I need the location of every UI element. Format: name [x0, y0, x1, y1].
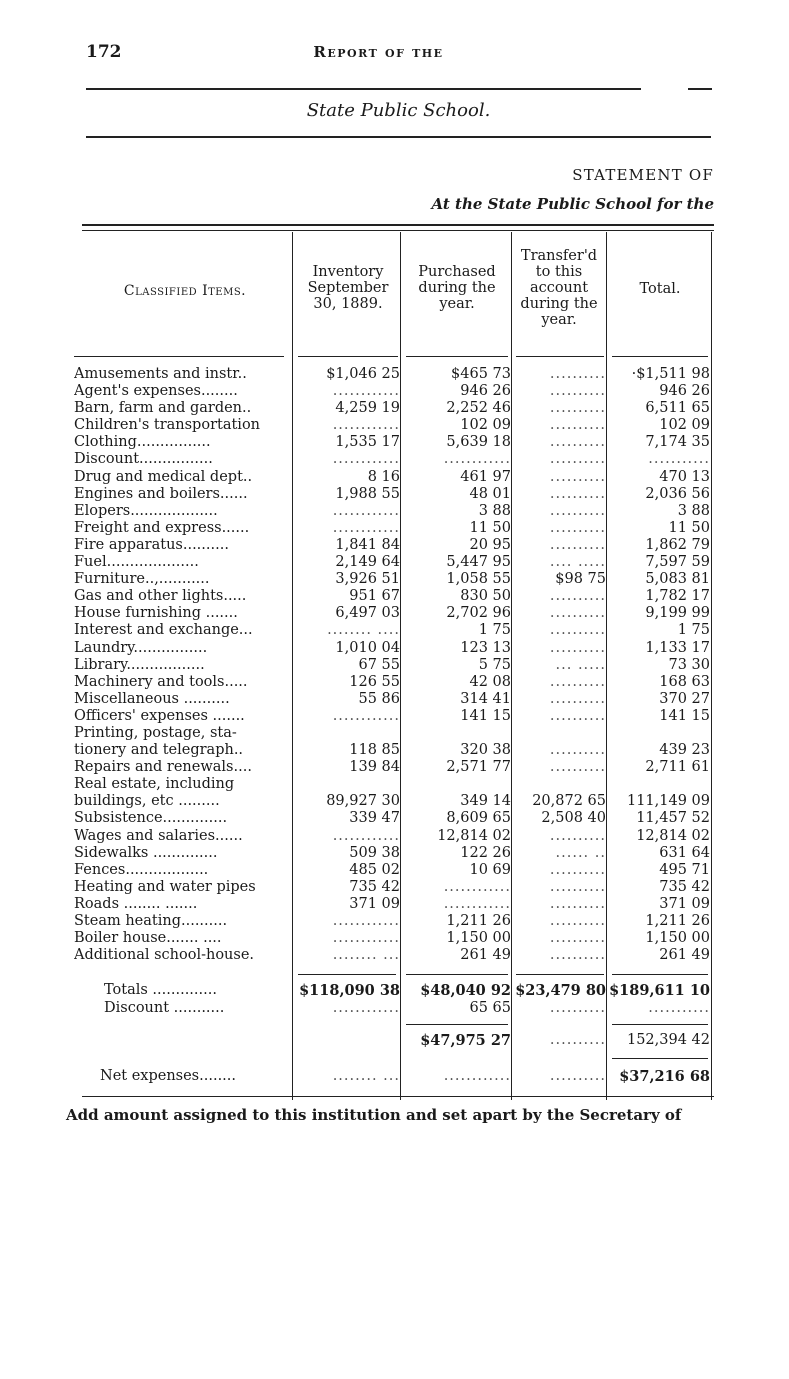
header-underline — [612, 356, 708, 357]
row-total: 1,782 17 — [645, 588, 710, 605]
row-inventory: ........ .... — [327, 622, 400, 639]
totals-label: Totals .............. — [104, 982, 217, 998]
totals-rule — [298, 974, 396, 975]
header-inventory: Inventory September 30, 1889. — [307, 264, 389, 312]
row-transferred: .......... — [549, 451, 606, 468]
row-item-label: Fire apparatus.......... — [74, 536, 229, 553]
header-transferred: Transfer'd to this account during the year. — [520, 248, 598, 328]
table-row — [0, 862, 789, 879]
row-purchased: 141 15 — [460, 707, 511, 724]
row-total: 2,036 56 — [645, 485, 710, 502]
table-row — [0, 520, 789, 537]
row-purchased: $465 73 — [451, 366, 511, 382]
totals-purchased: $48,040 92 — [420, 982, 511, 999]
row-total: 735 42 — [659, 878, 710, 895]
row-transferred: .......... — [549, 947, 606, 964]
row-total: 111,149 09 — [626, 793, 710, 810]
row-item-label: Roads ........ ....... — [74, 895, 198, 912]
subtotal-total: 152,394 42 — [626, 1032, 710, 1048]
row-total: 9,199 99 — [645, 605, 710, 622]
row-item-label: Drug and medical dept.. — [74, 468, 253, 485]
row-item-label: Fuel.................... — [74, 554, 199, 571]
table-row — [0, 725, 789, 742]
header-underline — [298, 356, 398, 357]
row-item-label: Interest and exchange... — [74, 622, 253, 639]
row-inventory: ............ — [332, 451, 400, 468]
table-row — [0, 434, 789, 451]
row-item-label: Heating and water pipes — [74, 878, 256, 895]
table-row — [0, 674, 789, 691]
row-purchased: 320 38 — [460, 742, 511, 759]
row-total: 261 49 — [659, 947, 710, 964]
row-item-label: Engines and boilers...... — [74, 485, 248, 502]
row-item-label: Elopers................... — [74, 502, 218, 519]
row-total: 5,083 81 — [645, 571, 710, 588]
row-total: 631 64 — [659, 844, 710, 861]
row-purchased: 2,702 96 — [446, 605, 511, 622]
row-total: 2,711 61 — [645, 759, 710, 776]
table-row — [0, 845, 789, 862]
totals-total: $189,611 10 — [609, 982, 710, 999]
net-transferred: .......... — [549, 1068, 606, 1084]
net-expenses-label: Net expenses........ — [100, 1068, 237, 1084]
table-row — [0, 947, 789, 964]
row-item-label: Children's transportation — [74, 417, 261, 434]
row-transferred: 2,508 40 — [541, 810, 606, 827]
table-row — [0, 793, 789, 810]
row-transferred: $98 75 — [555, 571, 606, 588]
row-purchased: 3 88 — [478, 502, 511, 519]
totals-rule — [406, 974, 508, 975]
discount-row — [0, 1000, 789, 1017]
row-item-label: tionery and telegraph.. — [74, 742, 244, 759]
row-total: 1,150 00 — [645, 930, 710, 947]
discount-label: Discount ........... — [104, 1000, 225, 1016]
table-row — [0, 930, 789, 947]
row-inventory: 89,927 30 — [326, 793, 400, 810]
row-purchased: 2,571 77 — [446, 759, 511, 776]
header-total: Total. — [639, 281, 681, 297]
row-item-label: Steam heating.......... — [74, 913, 228, 929]
row-transferred: .......... — [549, 622, 606, 639]
row-inventory: ........ ... — [332, 947, 400, 964]
row-transferred: .... ..... — [549, 554, 606, 571]
row-total: 11,457 52 — [636, 810, 710, 827]
row-purchased: 830 50 — [460, 588, 511, 605]
row-inventory: 126 55 — [349, 673, 400, 690]
row-purchased: 1,150 00 — [446, 930, 511, 947]
row-inventory: ............ — [332, 383, 400, 400]
row-item-label: Fences.................. — [74, 861, 209, 878]
row-total: 946 26 — [659, 383, 710, 400]
row-total: 141 15 — [659, 707, 710, 724]
row-item-label: Miscellaneous .......... — [74, 690, 230, 707]
row-total: 1 75 — [677, 622, 710, 639]
header-purchased: Purchased during the year. — [418, 264, 496, 312]
row-purchased: 8,609 65 — [446, 810, 511, 827]
row-inventory: 509 38 — [349, 844, 400, 861]
row-inventory: 371 09 — [349, 895, 400, 912]
row-transferred: .......... — [549, 639, 606, 656]
row-inventory: 4,259 19 — [335, 400, 400, 417]
row-inventory: ............ — [332, 930, 400, 947]
table-row — [0, 571, 789, 588]
row-item-label: Discount................ — [74, 451, 213, 468]
row-transferred: .......... — [549, 673, 606, 690]
row-total: 371 09 — [659, 895, 710, 912]
row-inventory: 485 02 — [349, 861, 400, 878]
header-underline — [406, 356, 508, 357]
row-transferred: 20,872 65 — [532, 793, 606, 810]
row-item-label: House furnishing ....... — [74, 605, 238, 622]
row-purchased: 461 97 — [460, 468, 511, 485]
row-total: ........... — [648, 451, 710, 468]
row-transferred: .......... — [549, 707, 606, 724]
header-rule — [86, 88, 641, 90]
row-purchased: 48 01 — [469, 485, 511, 502]
row-inventory: 1,841 84 — [335, 536, 400, 553]
row-item-label: buildings, etc ......... — [74, 793, 220, 810]
row-inventory: ............ — [332, 707, 400, 724]
footer-text: Add amount assigned to this institution and set apart by the Secretary of — [66, 1106, 682, 1124]
row-transferred: .......... — [549, 588, 606, 605]
table-top-rule-2 — [82, 230, 714, 231]
table-row — [0, 537, 789, 554]
row-inventory: 2,149 64 — [335, 554, 400, 571]
row-purchased: 5,447 95 — [446, 554, 511, 571]
row-item-label: Officers' expenses ....... — [74, 707, 245, 724]
table-row — [0, 776, 789, 793]
institution-title: State Public School. — [306, 100, 491, 121]
row-inventory: ............ — [332, 913, 400, 929]
table-row — [0, 742, 789, 759]
table-row — [0, 605, 789, 622]
table-row — [0, 469, 789, 486]
table-row — [0, 366, 789, 383]
table-row — [0, 383, 789, 400]
row-inventory: 8 16 — [367, 468, 400, 485]
subtotal-row — [0, 1032, 789, 1049]
header-classified-items: Classified Items. — [123, 283, 247, 299]
subtotal-rule — [612, 1024, 708, 1025]
row-purchased: 261 49 — [460, 947, 511, 964]
row-purchased: 122 26 — [460, 844, 511, 861]
row-purchased: 5,639 18 — [446, 434, 511, 451]
row-purchased: 102 09 — [460, 417, 511, 434]
table-row — [0, 913, 789, 930]
row-inventory: ............ — [332, 827, 400, 844]
discount-transferred: .......... — [549, 1000, 606, 1016]
table-row — [0, 759, 789, 776]
table-body — [0, 366, 789, 964]
row-purchased: ............ — [443, 878, 511, 895]
row-transferred: .......... — [549, 605, 606, 622]
row-total: 495 71 — [659, 861, 710, 878]
table-row — [0, 828, 789, 845]
row-transferred: .......... — [549, 434, 606, 451]
row-purchased: 2,252 46 — [446, 400, 511, 417]
row-item-label: Amusements and instr.. — [74, 366, 247, 382]
page-number: 172 — [86, 42, 122, 62]
running-title: Report of the — [313, 43, 444, 61]
row-item-label: Additional school-house. — [74, 947, 255, 964]
row-total: 7,597 59 — [645, 554, 710, 571]
row-inventory: 951 67 — [349, 588, 400, 605]
row-transferred: .......... — [549, 383, 606, 400]
row-item-label: Repairs and renewals.... — [74, 759, 252, 776]
row-inventory: ............ — [332, 502, 400, 519]
row-total: 6,511 65 — [645, 400, 710, 417]
table-row — [0, 400, 789, 417]
statement-subheading: At the State Public School for the — [431, 195, 714, 213]
row-item-label: Agent's expenses........ — [74, 383, 238, 400]
row-total: 1,133 17 — [645, 639, 710, 656]
row-transferred: .......... — [549, 400, 606, 417]
row-transferred: .......... — [549, 468, 606, 485]
table-row — [0, 486, 789, 503]
row-total: 73 30 — [668, 656, 710, 673]
row-total: 3 88 — [677, 502, 710, 519]
subtotal-rule — [406, 1024, 508, 1025]
row-purchased: 946 26 — [460, 383, 511, 400]
statement-heading: STATEMENT OF — [572, 166, 714, 184]
row-total: 439 23 — [659, 742, 710, 759]
row-item-label: Furniture..,........... — [74, 571, 210, 588]
net-purchased: ............ — [443, 1068, 511, 1084]
row-transferred: .......... — [549, 485, 606, 502]
net-inventory: ........ ... — [332, 1068, 400, 1084]
row-purchased: 1,058 55 — [446, 571, 511, 588]
table-row — [0, 896, 789, 913]
row-inventory: ............ — [332, 519, 400, 536]
row-item-label: Freight and express...... — [74, 519, 250, 536]
totals-rule — [612, 974, 708, 975]
row-item-label: Real estate, including — [74, 776, 235, 793]
table-row — [0, 691, 789, 708]
totals-inventory: $118,090 38 — [299, 982, 400, 999]
header-underline — [516, 356, 604, 357]
row-purchased: 42 08 — [469, 673, 511, 690]
row-inventory: 1,988 55 — [335, 485, 400, 502]
title-rule — [86, 136, 711, 138]
row-transferred: .......... — [549, 895, 606, 912]
table-row — [0, 554, 789, 571]
totals-rule — [516, 974, 604, 975]
row-transferred: .......... — [549, 878, 606, 895]
row-inventory: $1,046 25 — [326, 366, 400, 382]
row-purchased: 11 50 — [469, 519, 511, 536]
row-total: 11 50 — [668, 519, 710, 536]
row-purchased: 349 14 — [460, 793, 511, 810]
row-total: 470 13 — [659, 468, 710, 485]
row-transferred: .......... — [549, 861, 606, 878]
totals-transferred: $23,479 80 — [515, 982, 606, 999]
net-expenses-row — [0, 1068, 789, 1085]
row-transferred: .......... — [549, 913, 606, 929]
row-transferred: .......... — [549, 930, 606, 947]
row-total: ·$1,511 98 — [631, 366, 710, 382]
row-inventory: 118 85 — [349, 742, 400, 759]
row-purchased: 123 13 — [460, 639, 511, 656]
row-inventory: 735 42 — [349, 878, 400, 895]
row-purchased: 1 75 — [478, 622, 511, 639]
row-transferred: .......... — [549, 417, 606, 434]
row-transferred: .......... — [549, 827, 606, 844]
row-item-label: Wages and salaries...... — [74, 827, 243, 844]
row-purchased: ............ — [443, 895, 511, 912]
subtotal-purchased: $47,975 27 — [420, 1032, 511, 1049]
row-inventory: 139 84 — [349, 759, 400, 776]
row-inventory: 6,497 03 — [335, 605, 400, 622]
table-bottom-rule — [82, 1096, 714, 1097]
header-rule-short — [688, 88, 712, 90]
row-transferred: .......... — [549, 690, 606, 707]
row-item-label: Machinery and tools..... — [74, 673, 248, 690]
row-purchased: 5 75 — [478, 656, 511, 673]
table-row — [0, 622, 789, 639]
row-inventory: 1,535 17 — [335, 434, 400, 451]
row-purchased: 314 41 — [460, 690, 511, 707]
table-row — [0, 417, 789, 434]
header-underline — [74, 356, 284, 357]
table-row — [0, 708, 789, 725]
row-purchased: 12,814 02 — [437, 827, 511, 844]
table-row — [0, 588, 789, 605]
row-inventory: ............ — [332, 417, 400, 434]
table-row — [0, 810, 789, 827]
row-inventory: 1,010 04 — [335, 639, 400, 656]
totals-row — [0, 982, 789, 999]
row-purchased: ............ — [443, 451, 511, 468]
row-total: 168 63 — [659, 673, 710, 690]
row-inventory: 339 47 — [349, 810, 400, 827]
row-transferred: .......... — [549, 502, 606, 519]
row-total: 7,174 35 — [645, 434, 710, 451]
net-total: $37,216 68 — [619, 1068, 710, 1085]
row-transferred: ... ..... — [555, 656, 606, 673]
discount-total: ........... — [648, 1000, 710, 1016]
discount-inventory: ............ — [332, 1000, 400, 1016]
table-row — [0, 451, 789, 468]
page-header — [86, 42, 711, 62]
row-item-label: Printing, postage, sta- — [74, 724, 237, 741]
row-transferred: .......... — [549, 759, 606, 776]
row-transferred: .......... — [549, 742, 606, 759]
row-inventory: 3,926 51 — [335, 571, 400, 588]
row-total: 102 09 — [659, 417, 710, 434]
table-row — [0, 503, 789, 520]
row-total: 12,814 02 — [636, 827, 710, 844]
row-purchased: 1,211 26 — [446, 913, 511, 929]
table-row — [0, 657, 789, 674]
row-item-label: Gas and other lights..... — [74, 588, 247, 605]
row-item-label: Sidewalks .............. — [74, 844, 218, 861]
row-transferred: ...... .. — [555, 844, 606, 861]
row-transferred: .......... — [549, 366, 606, 382]
subtotal-transferred: .......... — [549, 1032, 606, 1048]
row-total: 1,862 79 — [645, 536, 710, 553]
table-row — [0, 879, 789, 896]
row-purchased: 20 95 — [469, 536, 511, 553]
row-total: 1,211 26 — [645, 913, 710, 929]
net-rule — [612, 1058, 708, 1059]
discount-purchased: 65 65 — [469, 1000, 511, 1016]
row-item-label: Library................. — [74, 656, 205, 673]
row-inventory: 55 86 — [358, 690, 400, 707]
row-transferred: .......... — [549, 519, 606, 536]
row-total: 370 27 — [659, 690, 710, 707]
row-item-label: Laundry................ — [74, 639, 208, 656]
row-item-label: Subsistence.............. — [74, 810, 228, 827]
row-item-label: Barn, farm and garden.. — [74, 400, 252, 417]
row-transferred: .......... — [549, 536, 606, 553]
row-item-label: Boiler house....... .... — [74, 930, 222, 947]
row-item-label: Clothing................ — [74, 434, 211, 451]
table-row — [0, 640, 789, 657]
row-inventory: 67 55 — [358, 656, 400, 673]
table-top-rule — [82, 224, 714, 226]
row-purchased: 10 69 — [469, 861, 511, 878]
